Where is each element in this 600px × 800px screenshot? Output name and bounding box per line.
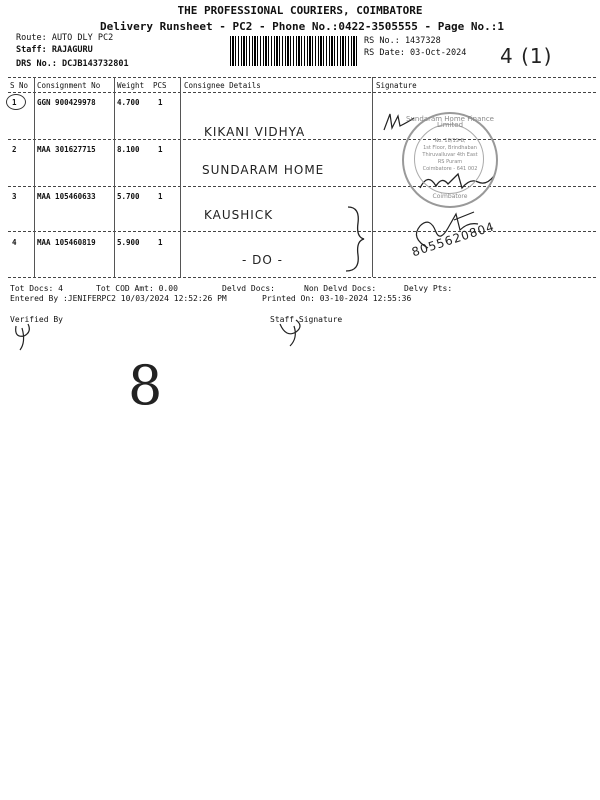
- row-weight: 5.900: [117, 238, 140, 247]
- col-header-consignment: Consignment No: [37, 81, 101, 90]
- row-consignee-handwritten: - DO -: [242, 253, 283, 267]
- handwritten-phone-number: 8055620804: [410, 219, 497, 260]
- table-top-rule: [8, 77, 596, 78]
- col-divider: [34, 77, 35, 277]
- row-pcs: 1: [158, 145, 163, 154]
- staff-signature: [276, 316, 316, 348]
- stamp-line: Coimbatore - 641 002: [422, 166, 478, 172]
- col-header-weight: Weight: [117, 81, 145, 90]
- brace-mark: [340, 205, 370, 273]
- entered-by: Entered By :JENIFERPC2 10/03/2024 12:52:26 PM: [10, 294, 227, 303]
- row-pcs: 1: [158, 98, 163, 107]
- row-consignee-handwritten: SUNDARAM HOME: [202, 163, 325, 177]
- col-header-sno: S No: [10, 81, 29, 90]
- row-weight: 4.700: [117, 98, 140, 107]
- runsheet-title: Delivery Runsheet - PC2 - Phone No.:0422-3505555 - Page No.:1: [100, 20, 504, 33]
- delivery-points: Delvy Pts:: [404, 284, 453, 293]
- verifier-signature: [10, 318, 44, 352]
- row-consignee-handwritten: KIKANI VIDHYA: [204, 125, 306, 139]
- stamp-line: 1st Floor, Brindhaban: [423, 145, 477, 151]
- col-divider: [114, 77, 115, 277]
- rs-date: RS Date: 03-Oct-2024: [364, 48, 467, 58]
- row-consignment: MAA 105460819: [37, 238, 96, 247]
- row-pcs: 1: [158, 238, 163, 247]
- verified-by-label: Verified By: [10, 315, 63, 324]
- col-header-consignee: Consignee Details: [184, 81, 261, 90]
- staff-label: Staff: RAJAGURU: [16, 45, 93, 55]
- col-divider: [180, 77, 181, 277]
- total-docs: Tot Docs: 4: [10, 284, 63, 293]
- row-weight: 5.700: [117, 192, 140, 201]
- table-header-rule: [8, 92, 596, 93]
- col-header-signature: Signature: [376, 81, 417, 90]
- row-sno: 2: [12, 145, 17, 154]
- handwritten-number: 8: [128, 354, 164, 417]
- row-consignee-handwritten: KAUSHICK: [204, 208, 274, 222]
- delivered-docs: Delvd Docs:: [222, 284, 275, 293]
- col-divider: [372, 77, 373, 277]
- company-title: THE PROFESSIONAL COURIERS, COIMBATORE: [177, 4, 423, 17]
- stamp-outer-text: Sundaram Home Finance Limited: [406, 115, 494, 129]
- col-header-pcs: PCS: [153, 81, 167, 90]
- table-bottom-rule: [8, 277, 596, 278]
- handwritten-page-note: 4 (1): [500, 44, 553, 68]
- row-sno: 1: [12, 98, 17, 107]
- stamp-line: RS Puram: [437, 159, 463, 165]
- sno-circle-mark: [6, 94, 26, 110]
- row-consignment: GGN 900429978: [37, 98, 96, 107]
- row-sno: 3: [12, 192, 17, 201]
- row-consignment: MAA 105460633: [37, 192, 96, 201]
- row-sno: 4: [12, 238, 17, 247]
- rs-number: RS No.: 1437328: [364, 36, 441, 46]
- company-stamp: [402, 112, 498, 208]
- barcode: [230, 36, 358, 66]
- non-delivered-docs: Non Delvd Docs:: [304, 284, 377, 293]
- stamp-line: Thiruvalluvar 4th East: [422, 152, 478, 158]
- row-weight: 8.100: [117, 145, 140, 154]
- row-divider: [8, 231, 596, 232]
- stamp-line: No. 18/1S-B,: [434, 138, 466, 144]
- staff-signature-label: Staff Signature: [270, 315, 343, 324]
- drs-number: DRS No.: DCJB143732801: [16, 59, 129, 69]
- printed-on: Printed On: 03-10-2024 12:55:36: [262, 294, 412, 303]
- row-pcs: 1: [158, 192, 163, 201]
- stamp-bottom: Coimbatore: [432, 193, 468, 200]
- total-cod: Tot COD Amt: 0.00: [96, 284, 178, 293]
- row-divider: [8, 139, 596, 140]
- row-divider: [8, 186, 596, 187]
- route-label: Route: AUTO DLY PC2: [16, 33, 114, 43]
- row-consignment: MAA 301627715: [37, 145, 96, 154]
